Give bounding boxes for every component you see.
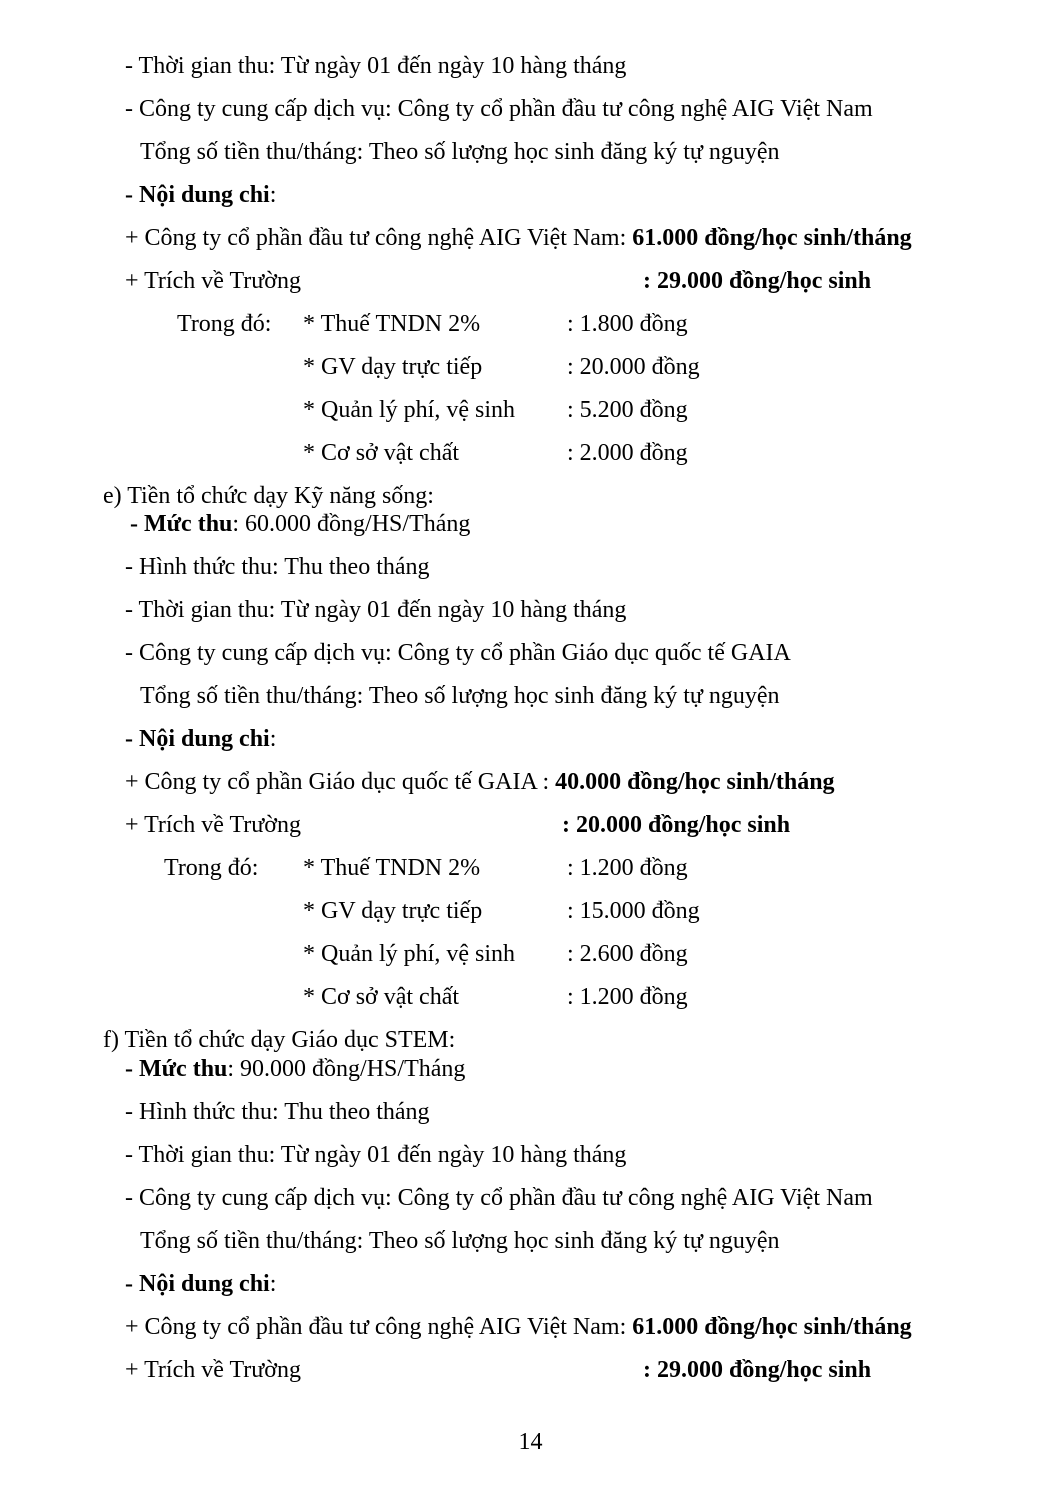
section-e-school-label: + Trích về Trường (125, 812, 301, 838)
section-e-time: - Thời gian thu: Từ ngày 01 đến ngày 10 hàng tháng (125, 597, 627, 623)
section-e-heading: e) Tiền tổ chức dạy Kỹ năng sống: (103, 483, 434, 509)
section-e-breakdown-value: : 1.200 đồng (567, 855, 688, 881)
top-school-value: : 29.000 đồng/học sinh (643, 268, 872, 294)
section-e-muc-thu-label: - Mức thu (130, 511, 233, 537)
top-noi-dung-label: - Nội dung chi (125, 182, 270, 208)
section-e-breakdown-label: * Cơ sở vật chất (303, 984, 460, 1010)
section-e-company-label: + Công ty cổ phần Giáo dục quốc tế GAIA : (125, 769, 556, 795)
top-company-label: + Công ty cổ phần đầu tư công nghệ AIG Việt Nam: (125, 225, 633, 251)
section-e-company-line (125, 768, 835, 796)
section-f-company-label: + Công ty cổ phần đầu tư công nghệ AIG Việt Nam: (125, 1314, 633, 1340)
top-total: Tổng số tiền thu/tháng: Theo số lượng học sinh đăng ký tự nguyện (140, 139, 780, 165)
section-f-noi-dung-colon: : (269, 1271, 277, 1297)
top-breakdown-label: * Thuế TNDN 2% (303, 311, 481, 337)
section-f-school-value: : 29.000 đồng/học sinh (643, 1357, 872, 1383)
section-f-muc-thu (125, 1055, 465, 1083)
top-breakdown-value: : 5.200 đồng (567, 397, 688, 423)
section-e-breakdown-value: : 15.000 đồng (567, 898, 700, 924)
section-e-school-value: : 20.000 đồng/học sinh (562, 812, 791, 838)
top-company-line (125, 224, 912, 252)
section-e-muc-thu-value: : 60.000 đồng/HS/Tháng (232, 511, 471, 537)
top-company-value: 61.000 đồng/học sinh/tháng (632, 225, 912, 251)
section-e-total: Tổng số tiền thu/tháng: Theo số lượng học sinh đăng ký tự nguyện (140, 683, 780, 709)
section-f-company-line (125, 1313, 912, 1341)
section-f-noi-dung-label: - Nội dung chi (125, 1271, 270, 1297)
section-e-noi-dung-label: - Nội dung chi (125, 726, 270, 752)
top-time: - Thời gian thu: Từ ngày 01 đến ngày 10 hàng tháng (125, 53, 627, 79)
section-f-company-value: 61.000 đồng/học sinh/tháng (632, 1314, 912, 1340)
page-number: 14 (518, 1429, 543, 1455)
section-e-breakdown-value: : 1.200 đồng (567, 984, 688, 1010)
top-breakdown-value: : 2.000 đồng (567, 440, 688, 466)
section-e-breakdown-value: : 2.600 đồng (567, 941, 688, 967)
top-provider: - Công ty cung cấp dịch vụ: Công ty cổ phần đầu tư công nghệ AIG Việt Nam (125, 96, 873, 122)
top-noi-dung-colon: : (269, 182, 277, 208)
section-e-noi-dung-colon: : (269, 726, 277, 752)
section-e-trong-do: Trong đó: (164, 855, 259, 881)
section-f-time: - Thời gian thu: Từ ngày 01 đến ngày 10 hàng tháng (125, 1142, 627, 1168)
section-f-total: Tổng số tiền thu/tháng: Theo số lượng học sinh đăng ký tự nguyện (140, 1228, 780, 1254)
section-e-provider: - Công ty cung cấp dịch vụ: Công ty cổ phần Giáo dục quốc tế GAIA (125, 640, 791, 666)
section-e-form: - Hình thức thu: Thu theo tháng (125, 554, 430, 580)
top-breakdown-value: : 1.800 đồng (567, 311, 688, 337)
top-breakdown-value: : 20.000 đồng (567, 354, 700, 380)
section-f-muc-thu-label: - Mức thu (125, 1056, 228, 1082)
section-e-breakdown-label: * Thuế TNDN 2% (303, 855, 481, 881)
section-f-school-label: + Trích về Trường (125, 1357, 301, 1383)
section-e-breakdown-label: * Quản lý phí, vệ sinh (303, 941, 515, 967)
section-f-noi-dung-chi (125, 1270, 276, 1298)
section-f-muc-thu-value: : 90.000 đồng/HS/Tháng (227, 1056, 466, 1082)
section-f-heading: f) Tiền tổ chức dạy Giáo dục STEM: (103, 1027, 456, 1053)
top-school-label: + Trích về Trường (125, 268, 301, 294)
top-trong-do: Trong đó: (177, 311, 272, 337)
section-e-muc-thu (130, 510, 470, 538)
section-e-breakdown-label: * GV dạy trực tiếp (303, 898, 483, 924)
top-breakdown-label: * Quản lý phí, vệ sinh (303, 397, 515, 423)
top-noi-dung-chi (125, 181, 276, 209)
section-f-provider: - Công ty cung cấp dịch vụ: Công ty cổ phần đầu tư công nghệ AIG Việt Nam (125, 1185, 873, 1211)
section-f-form: - Hình thức thu: Thu theo tháng (125, 1099, 430, 1125)
section-e-company-value: 40.000 đồng/học sinh/tháng (555, 769, 835, 795)
top-breakdown-label: * Cơ sở vật chất (303, 440, 460, 466)
top-breakdown-label: * GV dạy trực tiếp (303, 354, 483, 380)
section-e-noi-dung-chi (125, 725, 276, 753)
